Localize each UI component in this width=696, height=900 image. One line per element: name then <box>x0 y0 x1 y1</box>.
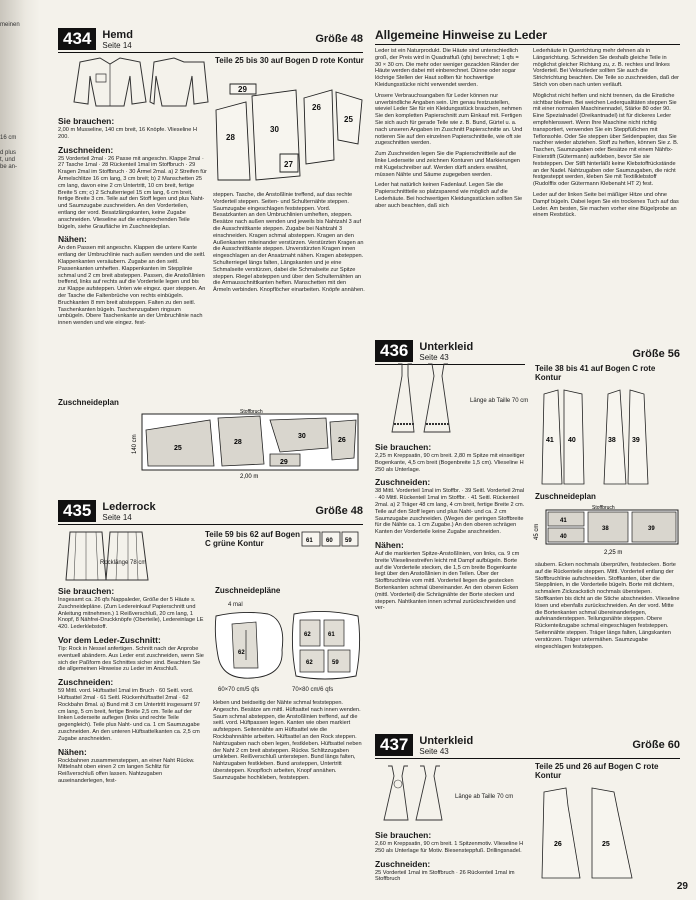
zuschneiden-text: 25 Vorderteil 2mal · 26 Passe mit angeschn. Klappe 2mal · 27 Tasche 1mal · 28 Rückenteil 1mal im Stoffbruch · 29 Kragen 2mal im Stoffbruch · 30 Ärmel 2mal. a) 2 Streifen für Ärmelschlitze 16 cm lang, 3 cm breit; b) 2 Manschetten 25 cm lang, davon eine 2 cm Untertritt, 10 cm breit, fertige Breite 5 cm; c) 2 Schulterriegel 15 cm lang, 6 cm breit, fertige Breite 3 cm. Teile auf den Stoff legen und plus Naht- und Saumzugabe zuschneiden. An den Vorderteilen, entlang der vord. Besatzlängskanten, keine Zugabe anschneiden. Vlieseline auf die entsprechenden Teile bügeln, siehe Graufläche im Zuschneideplan. <box>58 155 207 230</box>
skirt-sketch <box>62 528 152 584</box>
materials-436 <box>375 438 525 612</box>
edge-text-mid1: 16 cm <box>0 135 17 141</box>
zuschneideplan-434 <box>58 398 363 407</box>
svg-text:59: 59 <box>345 538 352 544</box>
brauchen-heading: Sie brauchen: <box>375 442 432 452</box>
vor-text: Tip: Rock in Nessel anfertigen. Schnitt nach der Anprobe eventuell abändern. Aus Leder erst zuschneiden, wenn Sie sich der Paßform des Schnittes sicher sind. Beachten Sie die allgemeinen Hinweise zu Leder im Anschluß. <box>58 645 204 673</box>
length-label: Länge ab Taille 70 cm <box>455 794 514 800</box>
plan-length: 2,00 m <box>240 474 259 480</box>
svg-text:25: 25 <box>344 115 353 124</box>
brauchen-text: 2,00 m Musseline, 140 cm breit, 16 Knöpfe. Vlieseline H 200. <box>58 127 197 140</box>
brauchen-heading: Sie brauchen: <box>375 830 432 840</box>
brauchen-text: Insgesamt ca. 26 qfs Nappaleder, Größe der 5 Häute s. Zuschneidepläne. (Zum Ledereinkauf Papierschnitt und Anleitung mitnehmen.) 1 Reißverschluß, 20 cm lang, 1 Knopf, 8 Nähfrei-Druckknöpfe (Oberteile), Ledereinlage LE 420. Lederklebstoff. <box>58 597 204 631</box>
svg-text:40: 40 <box>560 534 567 540</box>
length-437 <box>455 794 535 800</box>
leather-note-4: Leder hat natürlich keinen Fadenlauf. Legen Sie die Papierschnittteile so platzsparend wie möglich auf die Lederhäute. Bei hochwertigen Kleidungsstücken sollten Sie aber auch beachten, daß sich <box>375 182 523 209</box>
section-434 <box>58 28 363 53</box>
naehen-text: Rockbahnen zusammensteppen, an einer Naht Rückw. Mittelnaht oben einen 2 cm langen Schlitz für Reißverschluß offen lassen. Nahtzugaben auseinanderlegen, fest- <box>58 757 195 784</box>
svg-text:25: 25 <box>602 841 610 848</box>
leather-note-6: Möglichst nicht heften und nicht trennen, da die Einstiche sichtbar bleiben. Bei weichen Lederqualitäten steppen Sie mit einer normalen Maschinennadel, Stärke 80 oder 90. Eine Spezialnadel (Dreikantnadel) ist für dickeres Leder empfehlenswert. Wenn Ihre Maschine nicht richtig transportiert, verwenden Sie ein Steppfüßchen mit Teflonsohle. Oder Sie steppen über Seidenpapier, das Sie nachher wieder abziehen. Stoff zu heften, können Sie z. B. Taschen, Saumzugaben oder Besätze mit einem Nähfix-Fixierstift (Gütermann) aufkleben, bevor Sie sie feststeppen. Der Stift hinterläßt keine Klebstoffrückstände an der Nadel. Nahtzugaben oder Saumzugaben, die nicht festgesteppt werden, kleben Sie mit Textilklebstoff (Rudolffix oder Gütermann Klebenaht HT 2) fest. <box>533 92 679 188</box>
zuschneiden-text: 25 Vorderteil 1mal im Stoffbruch · 26 Rückenteil 1mal im Stoffbruch <box>375 869 515 883</box>
teile-label: Teile 59 bis 62 auf Bogen C grüne Kontur <box>205 530 300 548</box>
teile-label: Teile 38 bis 41 auf Bogen C rote Kontur <box>535 364 656 382</box>
hide-size-1 <box>218 687 288 693</box>
brauchen-heading: Sie brauchen: <box>58 116 115 126</box>
teile-437 <box>535 762 681 780</box>
hide-size-label: 60×70 cm/5 qfs <box>218 687 260 693</box>
continued-text: kleben und beidseitig der Nähte schmal feststeppen. Angeschn. Besätze am mittl. Hüftsattel nach innen wenden. Saum schmal absteppen, die Anstoßlinien treffend, auf die seitl. vord. Hüftpassen legen. Kanten wie oben markiert aufsteppen. Seitennähte am Hüftsattel wie die Rockbahnnähte arbeiten. Hüftsattel an den Rock steppen. Nahtzugaben nach oben legen, festkleben. Hüftsattel neben der Naht 2 cm breit absteppen. Rückw. Schlitzzugaben umkleben. Reißverschluß unterstepen. Bund längs falten, Nahtzugaben festkleben. Bund ansteppen, Untertritt übersteppen. Knopfloch arbeiten, Knopf annähen. Saumzugabe hochkleben, feststeppen. <box>213 700 362 781</box>
brauchen-heading: Sie brauchen: <box>58 586 115 596</box>
svg-text:39: 39 <box>632 437 640 444</box>
continued-text: steppen. Tasche, die Anstoßlinie treffend, auf das rechte Vorderteil steppen. Seiten- und Schulternähte steppen. Saumzugabe eingeschlagen feststeppen. Vord. Besatzkanten an den Umbruchlinien umheften, steppen. Besätze nach außen wenden und jeweils bis Nahtzahl 3 auf die Ausschnittkante steppen. Zugabe bei Nahtzahl 3 einschneiden. Kragen schmal absteppen. Kragen an den Außenkanten miteinander verstürzen. Verstürzten Kragen an die Ausschnittkante steppen. Unverstürzten Kragen innen eingeschlagen an der Ansatznaht nähen. Kragen absteppen. Schulterriegel längs falten, Längskanten und je eine Schmalseite verstürzen, dabei die Schmalseite zur Spitze steppen. Riegel absteppen und über den Schulternähten an die Armausschnittkanten heften. Manschetten mit den Ärmeln verbinden. Knopflöcher einarbeiten. Knöpfe annähen. <box>213 192 365 294</box>
plan-width: 45 cm <box>534 523 540 540</box>
continued-text: säubern. Ecken nochmals überprüfen, feststecken. Borte auf die Rückenteile steppen. Mittl. Vorderteil entlang der Stoffbruchlinie aufschneiden. Stoffkanten, über die Stepplinien, in die Vorderteile bügeln. Borte mit dichtem, schmalem Zickzackstich nochmals überstepen. Stoffkanten bis dicht an die Stiche abschneiden. Vlieseline lösen und ebenfalls zurückschneiden. An der vord. Mitte die Bortenkanten schmal übereinanderlegen, aufeinandersteppen. Teilungsnähte steppen. Obere Rückenteilzugabe schmal eingeschlagen feststeppen. Seitennähte steppen. Träger längs falten, Längskanten verstürzen. Träger untermähen. Saumzugabe eingeschlagen feststeppen. <box>535 562 680 650</box>
zuschneiden-text: 38 Mittl. Vorderteil 1mal im Stoffbr. · 39 Seitl. Vorderteil 2mal · 40 Mittl. Rückenteil 1mal im Stoffbr. · 41 Seitl. Rückenteil 2mal. a) 2 Träger 48 cm lang, 4 cm breit, fertige Breite 2 cm. Teile auf den Stoff legen und plus Naht- und ca. 2 cm Saumzugabe zuschneiden. (Wegen der geringen Stoffbreite für die Nähte ca. 1 cm Zugabe.) An den oberen schrägen Kanten der Vorderteile keine Zugabe anschneiden. <box>375 488 525 536</box>
leather-note-1: Leder ist ein Naturprodukt. Die Häute sind unterschiedlich groß, der Preis wird in Quadratfuß (qfs) berechnet; 1 qfs = 30 × 30 cm. Die mehr oder weniger gezackten Ränder der Häute werden dabei mit einberechnet. Dünne oder sogar löchrige Stellen der Haut sollten für hochwertige Kleidungsstücke nicht verwendet werden. <box>375 48 520 88</box>
materials-434 <box>58 112 208 327</box>
rock-length <box>100 560 210 566</box>
brauchen-text: 2,25 m Kreppsatin, 90 cm breit. 2,80 m Spitze mit einseitiger Bogenkante, 4,5 cm breit (Bogenbreite 1,5 cm). Vlieseline H 250 als Unterlage. <box>375 453 525 473</box>
leather-notes <box>375 28 680 219</box>
section-title: Unterkleid <box>419 734 474 747</box>
svg-text:26: 26 <box>312 103 321 112</box>
edge-text-top: meinen <box>0 22 20 28</box>
slip-sketch-437 <box>378 762 448 822</box>
section-435 <box>58 500 363 525</box>
section-size: Größe 48 <box>315 505 363 517</box>
length-436 <box>470 398 540 404</box>
svg-text:59: 59 <box>332 660 339 666</box>
teile-label: Teile 25 bis 30 auf Bogen D rote Kontur <box>215 56 364 65</box>
continued-436 <box>535 562 681 650</box>
section-title: Lederrock <box>102 500 156 513</box>
leather-note-5: Lederhäute in Querrichtung mehr dehnen als in Längsrichtung. Schneiden Sie deshalb gleiche Teile in möglichst gleicher Richtung zu, z. B. rechtes und linkes Vorderteil. Bei Velourleder sollten Sie auch die Strichrichtung beachten. Die Teile so zuschneiden, daß der Strich von oben nach unten verläuft. <box>533 48 680 88</box>
section-page-ref: Seite 14 <box>102 512 132 522</box>
edge-text-mid2: d plus t, und be an- <box>0 150 18 170</box>
leather-note-2: Unsere Verbrauchsangaben für Leder können nur unverbindliche Angaben sein. Um genau festzustellen, wieviel Leder Sie für ein Kleidungsstück brauchen, nehmen Sie den kompletten Papierschnitt zum Einkauf mit. Fertigen Sie sich auch für gerade Teile wie z. B. Bund, Gürtel u. a. nach unseren Angaben im Zuschnitt Papierschnitte an. Und notieren Sie auf den einzelnen Papierschnitteile, wie oft sie zugeschnitten werden. <box>375 92 523 147</box>
zuschneiden-heading: Zuschneiden: <box>58 144 114 155</box>
size-436 <box>580 344 680 362</box>
section-437 <box>375 734 680 759</box>
rock-length-label: Rocklänge 78 cm <box>100 560 147 566</box>
svg-text:40: 40 <box>568 437 576 444</box>
svg-text:62: 62 <box>304 632 311 638</box>
zuschneideplan-436 <box>535 492 681 501</box>
section-title: Hemd <box>102 28 133 41</box>
svg-text:39: 39 <box>648 526 655 532</box>
pattern-pieces-436 <box>538 384 684 488</box>
svg-text:28: 28 <box>226 133 235 142</box>
svg-text:29: 29 <box>238 85 247 94</box>
section-title: Unterkleid <box>419 340 474 353</box>
zuschneiden-heading: Zuschneiden: <box>58 677 114 688</box>
leather-notes-title: Allgemeine Hinweise zu Leder <box>375 28 548 42</box>
teile-label: Teile 25 und 26 auf Bogen C rote Kontur <box>535 762 659 780</box>
svg-text:26: 26 <box>554 841 562 848</box>
mal4-label: 4 mal <box>228 602 243 608</box>
zuschneiden-heading: Zuschneiden: <box>375 858 431 869</box>
section-page-ref: Seite 43 <box>419 746 449 756</box>
plan-label: Zuschneideplan <box>58 398 119 407</box>
svg-text:29: 29 <box>280 459 288 466</box>
naehen-heading: Nähen: <box>375 539 404 550</box>
svg-text:62: 62 <box>238 650 245 656</box>
stoffbruch-label: Stoffbruch <box>240 409 263 415</box>
pattern-pieces-435 <box>300 528 362 558</box>
cutting-layout-436 <box>532 504 682 556</box>
cutting-layout-434 <box>130 408 362 480</box>
plaene-435 <box>215 586 363 595</box>
naehen-heading: Nähen: <box>58 746 87 757</box>
plan-length: 2,25 m <box>604 550 623 556</box>
svg-text:27: 27 <box>284 160 293 169</box>
naehen-text: Auf die markierten Spitze-Anstoßlinien, von links, ca. 9 cm breite Vlieselinestreifen leicht mit Dampf aufbügeln. Borte auf die Vorderteile stecken, die 1,5 cm breite Bogenkante liegt über den Anstoßlinien in den Teilen. Über der Stoffbruchlinie vom mittl. Vorderteil liegen die gestecken Bortenkanten schmal übereinander. An den oberen Ecken (mittl. Vorderteil) die Schrägnähte der Borte stecken und steppen. Nahtkanten innen schmal zurückschneiden und ver- <box>375 550 520 612</box>
section-page-ref: Seite 14 <box>102 40 132 50</box>
vor-heading: Vor dem Leder-Zuschnitt: <box>58 634 161 645</box>
hide-size-2 <box>292 687 364 693</box>
length-label: Länge ab Taille 70 cm <box>470 398 529 404</box>
svg-text:60: 60 <box>326 538 333 544</box>
hide-size-label: 70×80 cm/6 qfs <box>292 687 334 693</box>
svg-text:38: 38 <box>608 437 616 444</box>
section-number: 436 <box>375 340 413 362</box>
zuschneiden-heading: Zuschneiden: <box>375 477 431 488</box>
continued-435 <box>213 700 365 782</box>
section-size: Größe 48 <box>315 33 363 45</box>
svg-text:38: 38 <box>602 526 609 532</box>
zuschneiden-text: 59 Mittl. vord. Hüftsattel 1mal im Bruch · 60 Seitl. vord. Hüftsattel 2mal · 61 Seitl. Rückenhüftsattel 2mal · 62 Rockbahn 8mal. a) Bund mit 3 cm Untertritt insgesamt 97 cm lang, 5 cm breit, fertige Breite 2,5 cm. Teile auf der linken Lederseite auflegen (links und rechte Teile gegengleich). Teile plus Naht- und ca. 1 cm Saumzugabe zuschneiden. An den unteren Hüftsattelkanten ca. 2,5 cm Zugabe anschneiden. <box>58 688 201 742</box>
plan-width: 140 cm <box>132 434 138 454</box>
stoffbruch-label: Stoffbruch <box>592 505 615 511</box>
page-number: 29 <box>676 881 688 892</box>
svg-text:25: 25 <box>174 445 182 452</box>
materials-435 <box>58 582 206 785</box>
plan-label: Zuschneideplan <box>535 492 596 501</box>
pattern-pieces-437 <box>536 782 686 882</box>
plaene-label: Zuschneidepläne <box>215 586 281 595</box>
svg-text:41: 41 <box>546 437 554 444</box>
svg-text:61: 61 <box>328 632 335 638</box>
pattern-pieces-434 <box>210 80 370 190</box>
slip-sketch-436 <box>380 362 456 434</box>
mal4 <box>228 602 268 608</box>
svg-text:62: 62 <box>306 660 313 666</box>
svg-text:41: 41 <box>560 518 567 524</box>
leather-hides <box>212 610 364 686</box>
teile-434 <box>215 56 365 65</box>
svg-text:30: 30 <box>298 433 306 440</box>
leather-note-3: Zum Zuschneiden legen Sie die Papierschnittteile auf die linke Lederseite und zeichnen Konturen und Markierungen mit Kugelschreiber auf. Werden dürft anders erwähnt, müssen Nähte und Säume zugegeben werden. <box>375 151 520 178</box>
teile-436 <box>535 364 681 382</box>
svg-text:28: 28 <box>234 439 242 446</box>
section-size: Größe 60 <box>632 739 680 751</box>
shirt-sketch <box>62 56 212 110</box>
materials-437 <box>375 826 531 883</box>
section-page-ref: Seite 43 <box>419 352 449 362</box>
naehen-text: An den Passen mit angeschn. Klappen die untere Kante entlang der Umbruchlinie nach außen wenden und die seitl. Klappenkanten versäubern. Zugabe an den seitl. Passenkanten umheften. Klappenkanten im Stepplinie schmal und 2 cm breit absteppen. Passen, die Anstoßlinien treffend, links auf rechts auf die Vorderteile legen und bis zur Klappe aufsteppen. Unten wie eingez. quer steppen. An der Tasche die Faltenbrüche von rechts einbügeln. Bruchkanten 8 mm breit absteppen. Falten zu den seitl. Taschenkanten bügeln. Taschenzugaben ringsum umbügeln. Obere Taschenkante an der Umbruchlinie nach innen wenden und wie eingez. fest- <box>58 245 206 327</box>
section-number: 435 <box>58 500 96 522</box>
brauchen-text: 2,60 m Kreppsatin, 90 cm breit. 1 Spitzenmotiv. Vlieseline H 250 als Unterlage für Motiv. Biesensteppfuß. Drillingsnadel. <box>375 841 524 854</box>
svg-text:61: 61 <box>306 538 313 544</box>
naehen-heading: Nähen: <box>58 234 87 245</box>
leather-note-7: Leder auf der linken Seite bei mäßiger Hitze und ohne Dampf bügeln. Dabei legen Sie ein trockenes Tuch auf das Leder. Am besten, Sie machen vorher eine Bügelprobe an einem Reststück. <box>533 191 679 219</box>
svg-text:26: 26 <box>338 437 346 444</box>
section-number: 437 <box>375 734 413 756</box>
section-size: Größe 56 <box>632 348 680 360</box>
svg-text:30: 30 <box>270 125 279 134</box>
teile-435 <box>205 530 305 548</box>
continued-434 <box>213 192 365 294</box>
section-number: 434 <box>58 28 96 50</box>
